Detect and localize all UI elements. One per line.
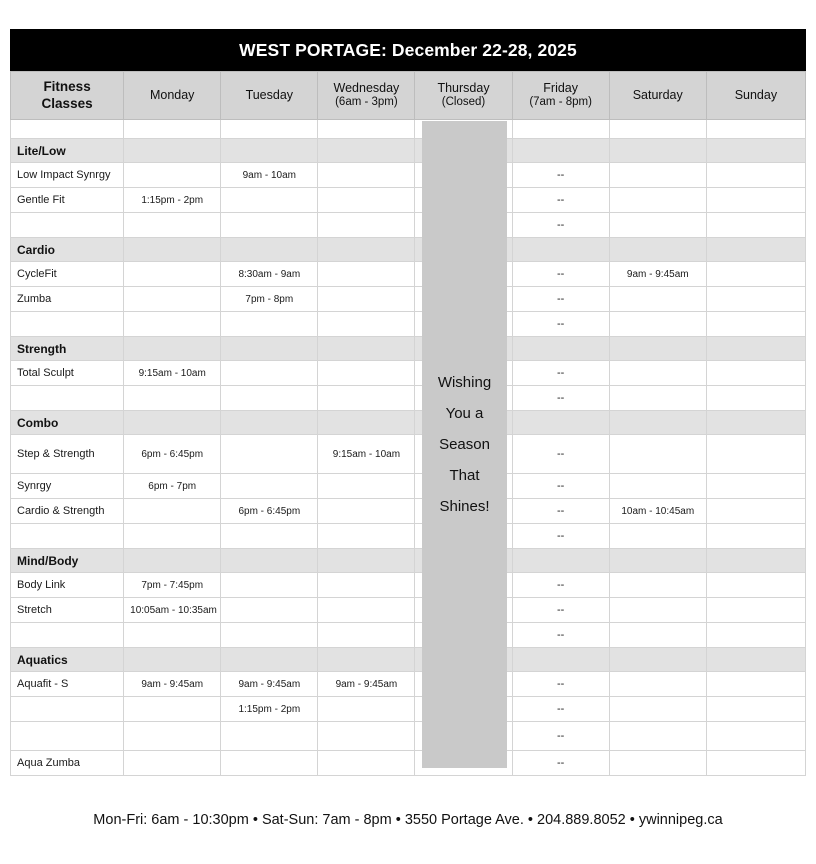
section-filler-cell [124,549,221,573]
empty-time-cell [221,623,318,648]
empty-time-cell [706,623,805,648]
section-filler-cell [609,411,706,435]
empty-time-cell [318,188,415,213]
no-class-cell: -- [512,163,609,188]
empty-time-cell [221,524,318,549]
table-row [11,262,806,287]
table-row [11,524,806,549]
class-time-cell: 1:15pm - 2pm [221,697,318,722]
table-row [11,474,806,499]
empty-time-cell [124,262,221,287]
class-time-cell: 6pm - 6:45pm [221,499,318,524]
no-class-cell: -- [512,499,609,524]
section-header-row [11,411,806,435]
column-header-wednesday [318,72,415,120]
empty-time-cell [221,722,318,751]
table-row [11,120,806,139]
empty-time-cell [221,474,318,499]
empty-class-cell [11,213,124,238]
section-filler-cell [512,238,609,262]
section-filler-cell [706,648,805,672]
section-filler-cell [221,238,318,262]
section-header-row [11,337,806,361]
empty-time-cell [706,435,805,474]
section-filler-cell [609,549,706,573]
schedule-table-container [10,71,806,776]
header-line-2: Classes [41,95,93,111]
no-class-cell: -- [512,287,609,312]
table-row [11,287,806,312]
no-class-cell: -- [512,672,609,697]
section-header-row [11,139,806,163]
class-time-cell: 8:30am - 9am [221,262,318,287]
section-title: Strength [11,337,124,361]
table-row [11,163,806,188]
table-row [11,573,806,598]
empty-time-cell [609,598,706,623]
section-filler-cell [124,139,221,163]
table-row [11,435,806,474]
empty-time-cell [124,120,221,139]
section-filler-cell [609,648,706,672]
empty-time-cell [706,287,805,312]
column-header-sunday [706,72,805,120]
empty-time-cell [609,287,706,312]
no-class-cell: -- [512,188,609,213]
empty-time-cell [318,751,415,776]
section-filler-cell [124,648,221,672]
empty-time-cell [124,751,221,776]
empty-time-cell [609,623,706,648]
no-class-cell: -- [512,598,609,623]
empty-time-cell [124,524,221,549]
empty-time-cell [609,697,706,722]
no-class-cell: -- [512,262,609,287]
empty-time-cell [318,287,415,312]
empty-time-cell [706,386,805,411]
header-day-name: Thursday [437,81,490,96]
section-header-row [11,549,806,573]
empty-time-cell [221,751,318,776]
class-name-cell: Total Sculpt [11,361,124,386]
empty-time-cell [609,361,706,386]
empty-time-cell [706,213,805,238]
section-title: Mind/Body [11,549,124,573]
schedule-title-bar [10,29,806,71]
empty-time-cell [609,386,706,411]
empty-time-cell [124,386,221,411]
section-filler-cell [512,648,609,672]
class-time-cell: 7pm - 8pm [221,287,318,312]
table-row [11,623,806,648]
empty-time-cell [609,722,706,751]
empty-time-cell [221,435,318,474]
thursday-closed-message [422,121,507,768]
empty-time-cell [706,499,805,524]
header-day-name: Friday [543,81,578,96]
no-class-cell: -- [512,312,609,337]
empty-class-cell [11,697,124,722]
empty-class-cell [11,386,124,411]
section-header-row [11,238,806,262]
class-name-cell: CycleFit [11,262,124,287]
no-class-cell: -- [512,386,609,411]
empty-time-cell [609,120,706,139]
empty-time-cell [609,474,706,499]
empty-time-cell [221,361,318,386]
empty-time-cell [318,623,415,648]
no-class-cell: -- [512,361,609,386]
empty-time-cell [124,213,221,238]
empty-time-cell [609,312,706,337]
table-row [11,751,806,776]
class-time-cell: 6pm - 6:45pm [124,435,221,474]
header-day-name: Sunday [734,88,778,102]
class-time-cell: 7pm - 7:45pm [124,573,221,598]
empty-time-cell [706,120,805,139]
empty-time-cell [706,697,805,722]
section-header-row [11,648,806,672]
class-time-cell: 9am - 9:45am [609,262,706,287]
fitness-schedule-table [10,71,806,776]
empty-class-cell [11,120,124,139]
class-time-cell: 9am - 9:45am [318,672,415,697]
section-filler-cell [512,411,609,435]
empty-time-cell [706,262,805,287]
empty-time-cell [706,672,805,697]
table-header [11,72,806,120]
no-class-cell: -- [512,524,609,549]
empty-time-cell [221,312,318,337]
no-class-cell: -- [512,573,609,598]
empty-time-cell [609,524,706,549]
section-filler-cell [512,549,609,573]
table-row [11,312,806,337]
table-row [11,672,806,697]
section-filler-cell [706,238,805,262]
header-row [11,72,806,120]
no-class-cell: -- [512,213,609,238]
empty-time-cell [318,386,415,411]
empty-time-cell [318,120,415,139]
column-header-thursday [415,72,512,120]
section-filler-cell [512,139,609,163]
class-name-cell: Aqua Zumba [11,751,124,776]
class-name-cell: Cardio & Strength [11,499,124,524]
empty-time-cell [609,163,706,188]
section-filler-cell [318,238,415,262]
class-time-cell: 9:15am - 10am [318,435,415,474]
holiday-message-line-2: You a [445,405,484,422]
empty-time-cell [318,722,415,751]
section-filler-cell [706,337,805,361]
no-class-cell: -- [512,435,609,474]
empty-time-cell [124,312,221,337]
class-name-cell: Stretch [11,598,124,623]
table-row [11,499,806,524]
empty-time-cell [706,163,805,188]
empty-class-cell [11,722,124,751]
class-time-cell: 9:15am - 10am [124,361,221,386]
section-filler-cell [124,337,221,361]
empty-time-cell [318,524,415,549]
section-filler-cell [124,238,221,262]
header-day-name: Tuesday [245,88,294,102]
no-class-cell: -- [512,751,609,776]
section-filler-cell [318,139,415,163]
class-time-cell: 9am - 9:45am [221,672,318,697]
section-filler-cell [512,337,609,361]
no-class-cell: -- [512,623,609,648]
empty-time-cell [124,287,221,312]
table-row [11,188,806,213]
class-name-cell: Gentle Fit [11,188,124,213]
table-row [11,213,806,238]
empty-time-cell [609,435,706,474]
section-filler-cell [318,648,415,672]
empty-time-cell [221,213,318,238]
no-class-cell: -- [512,697,609,722]
empty-class-cell [11,312,124,337]
table-row [11,598,806,623]
empty-time-cell [221,120,318,139]
empty-time-cell [221,598,318,623]
holiday-message-line-1: Wishing [437,374,492,391]
table-row [11,697,806,722]
class-name-cell: Zumba [11,287,124,312]
empty-time-cell [609,573,706,598]
empty-time-cell [318,163,415,188]
empty-time-cell [706,188,805,213]
class-time-cell: 9am - 9:45am [124,672,221,697]
empty-time-cell [706,751,805,776]
section-filler-cell [221,549,318,573]
empty-time-cell [706,312,805,337]
section-filler-cell [609,238,706,262]
class-name-cell: Body Link [11,573,124,598]
empty-time-cell [318,499,415,524]
section-filler-cell [318,549,415,573]
class-time-cell: 10:05am - 10:35am [124,598,221,623]
table-row [11,386,806,411]
section-title: Aquatics [11,648,124,672]
empty-time-cell [221,573,318,598]
empty-class-cell [11,623,124,648]
empty-time-cell [609,751,706,776]
section-title: Cardio [11,238,124,262]
class-time-cell: 6pm - 7pm [124,474,221,499]
section-filler-cell [706,549,805,573]
empty-time-cell [318,312,415,337]
section-filler-cell [318,411,415,435]
empty-time-cell [124,697,221,722]
class-name-cell: Low Impact Synrgy [11,163,124,188]
header-day-hours: (7am - 8pm) [529,96,592,109]
empty-time-cell [318,697,415,722]
table-row [11,722,806,751]
empty-time-cell [609,672,706,697]
class-time-cell: 1:15pm - 2pm [124,188,221,213]
column-header-monday [124,72,221,120]
class-name-cell: Synrgy [11,474,124,499]
empty-time-cell [706,722,805,751]
class-time-cell: 10am - 10:45am [609,499,706,524]
section-title: Combo [11,411,124,435]
empty-time-cell [609,188,706,213]
empty-time-cell [318,474,415,499]
column-header-friday [512,72,609,120]
section-filler-cell [706,139,805,163]
section-filler-cell [609,139,706,163]
column-header-tuesday [221,72,318,120]
empty-time-cell [124,499,221,524]
class-time-cell: 9am - 10am [221,163,318,188]
header-day-name: Wednesday [333,81,400,96]
empty-time-cell [706,573,805,598]
section-filler-cell [318,337,415,361]
class-name-cell: Aquafit - S [11,672,124,697]
empty-time-cell [706,524,805,549]
section-filler-cell [124,411,221,435]
no-class-cell: -- [512,474,609,499]
empty-time-cell [512,120,609,139]
empty-time-cell [609,213,706,238]
header-day-name: Saturday [632,88,683,102]
holiday-message-line-3: Season [439,436,490,453]
empty-time-cell [124,163,221,188]
empty-class-cell [11,524,124,549]
header-day-hours: (Closed) [441,96,486,109]
header-day-hours: (6am - 3pm) [335,96,398,109]
empty-time-cell [706,598,805,623]
empty-time-cell [318,573,415,598]
table-row [11,361,806,386]
empty-time-cell [124,623,221,648]
section-filler-cell [221,411,318,435]
empty-time-cell [124,722,221,751]
empty-time-cell [318,361,415,386]
class-name-cell: Step & Strength [11,435,124,474]
footer-info: Mon-Fri: 6am - 10:30pm • Sat-Sun: 7am - 8pm • 3550 Portage Ave. • 204.889.8052 • ywinnipeg.ca [93,812,723,828]
section-title: Lite/Low [11,139,124,163]
empty-time-cell [706,474,805,499]
header-line-1: Fitness [43,79,91,95]
no-class-cell: -- [512,722,609,751]
section-filler-cell [221,337,318,361]
empty-time-cell [221,188,318,213]
table-body [11,120,806,776]
section-filler-cell [221,139,318,163]
column-header-fitness [11,72,124,120]
empty-time-cell [706,361,805,386]
section-filler-cell [221,648,318,672]
holiday-message-line-4: That [449,467,480,484]
column-header-saturday [609,72,706,120]
empty-time-cell [318,598,415,623]
header-day-name: Monday [149,88,195,102]
section-filler-cell [706,411,805,435]
empty-time-cell [318,262,415,287]
empty-time-cell [221,386,318,411]
page-title: WEST PORTAGE: December 22-28, 2025 [239,39,577,60]
section-filler-cell [609,337,706,361]
empty-time-cell [318,213,415,238]
holiday-message-line-5: Shines! [439,498,490,515]
